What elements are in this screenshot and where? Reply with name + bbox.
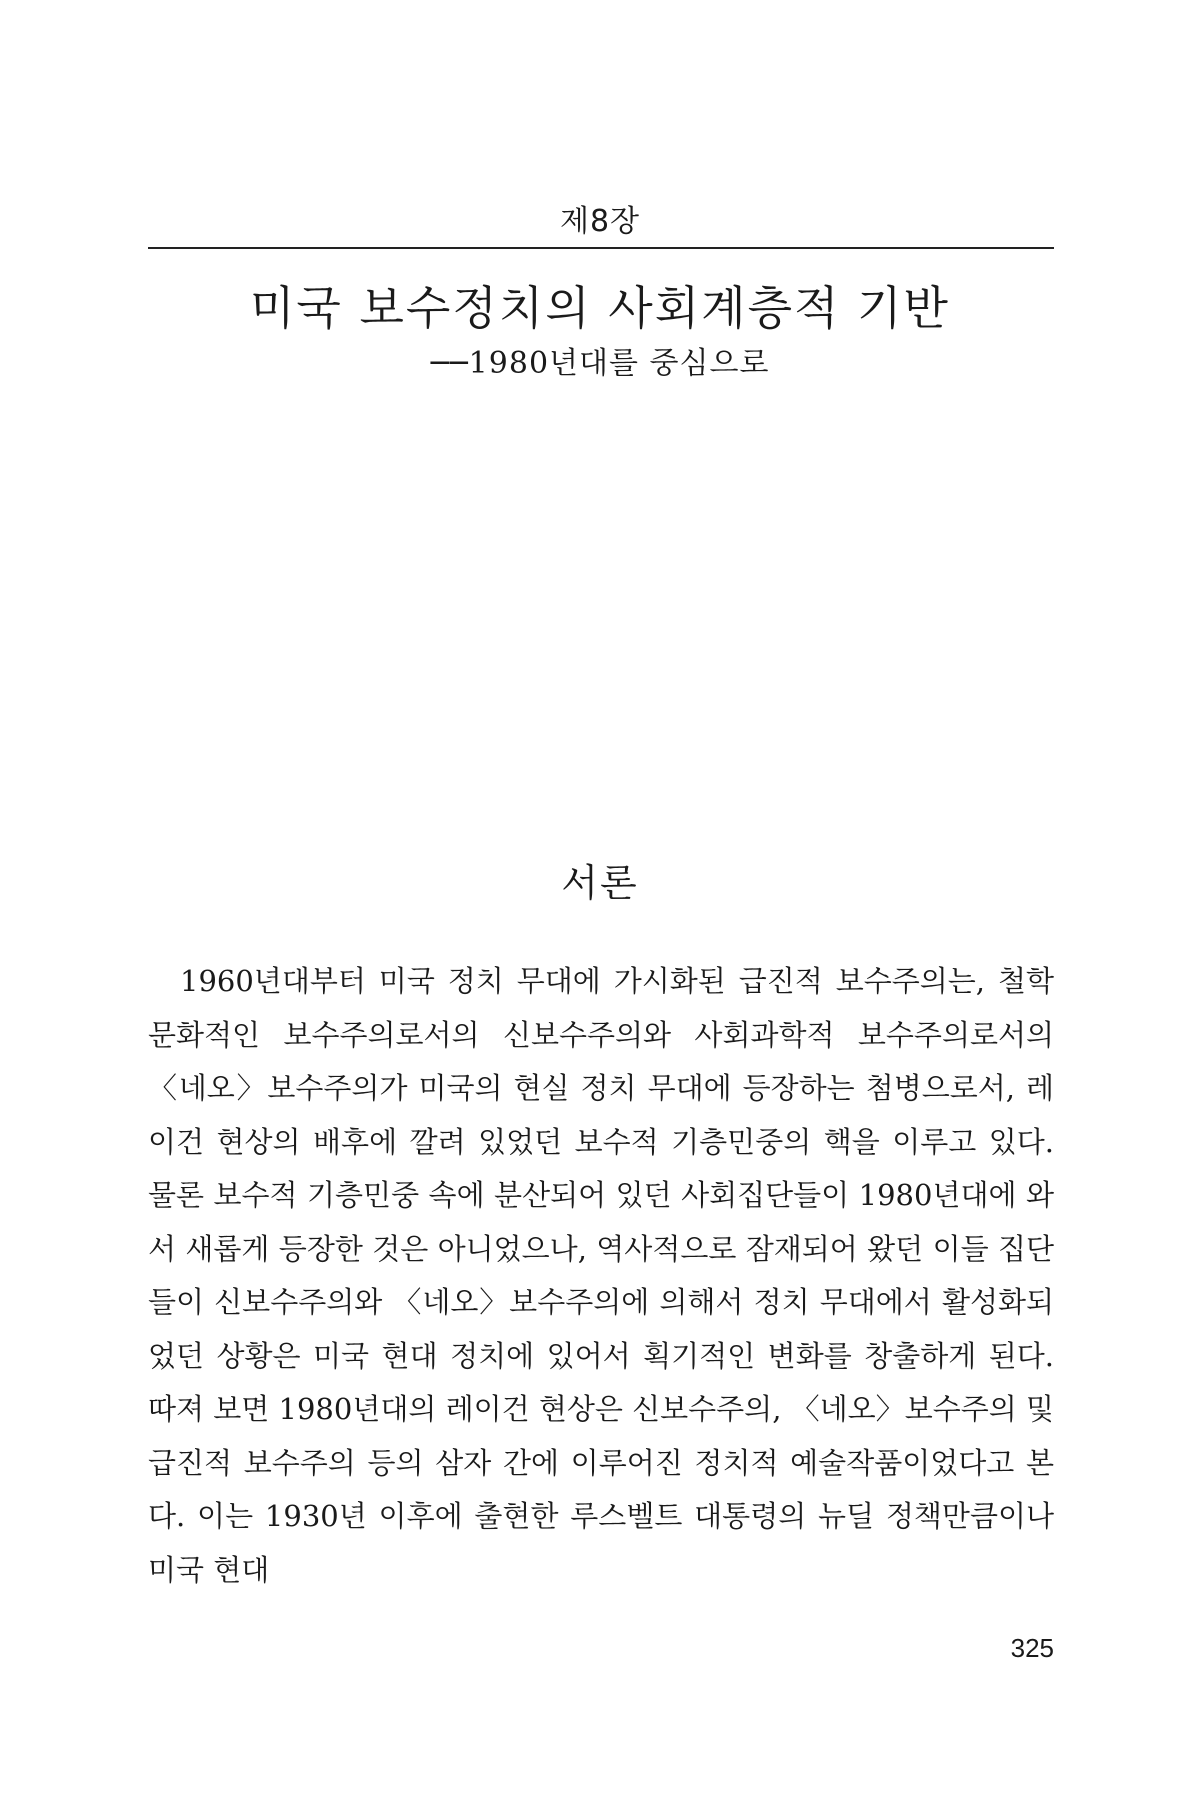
chapter-subtitle: ──1980년대를 중심으로 bbox=[430, 346, 770, 381]
chapter-title: 미국 보수정치의 사회계층적 기반 bbox=[250, 281, 950, 335]
chapter-divider bbox=[148, 247, 1054, 249]
section-heading: 서론 bbox=[561, 861, 639, 905]
page-number: 325 bbox=[1010, 1633, 1054, 1663]
body-paragraph: 1960년대부터 미국 정치 무대에 가시화된 급진적 보수주의는, 철학 문화적인 보수주의로서의 신보수주의와 사회과학적 보수주의로서의 〈네오〉보수주의가 미국의 현실 정치 무대에 등장하는 첨병으로서, 레이건 현상의 배후에 깔려 있었던 보수적 기층민중의 핵을 이루고 있다. 물론 보수적 기층민중 속에 분산되어 있던 사회집단들이 1980년대에 와서 새롭게 등장한 것은 아니었으나, 역사적으로 잠재되어 왔던 이들 집단들이 신보수주의와 〈네오〉보수주의에 의해서 정치 무대에서 활성화되었던 상황은 미국 현대 정치에 있어서 획기적인 변화를 창출하게 된다. 따져 보면 1980년대의 레이건 현상은 신보수주의, 〈네오〉보수주의 및 급진적 보수주의 등의 삼자 간에 이루어진 정치적 예술작품이었다고 본다. 이는 1930년 이후에 출현한 루스벨트 대통령의 뉴딜 정책만큼이나 미국 현대 bbox=[148, 964, 1054, 1587]
chapter-label: 제8장 bbox=[559, 204, 641, 239]
